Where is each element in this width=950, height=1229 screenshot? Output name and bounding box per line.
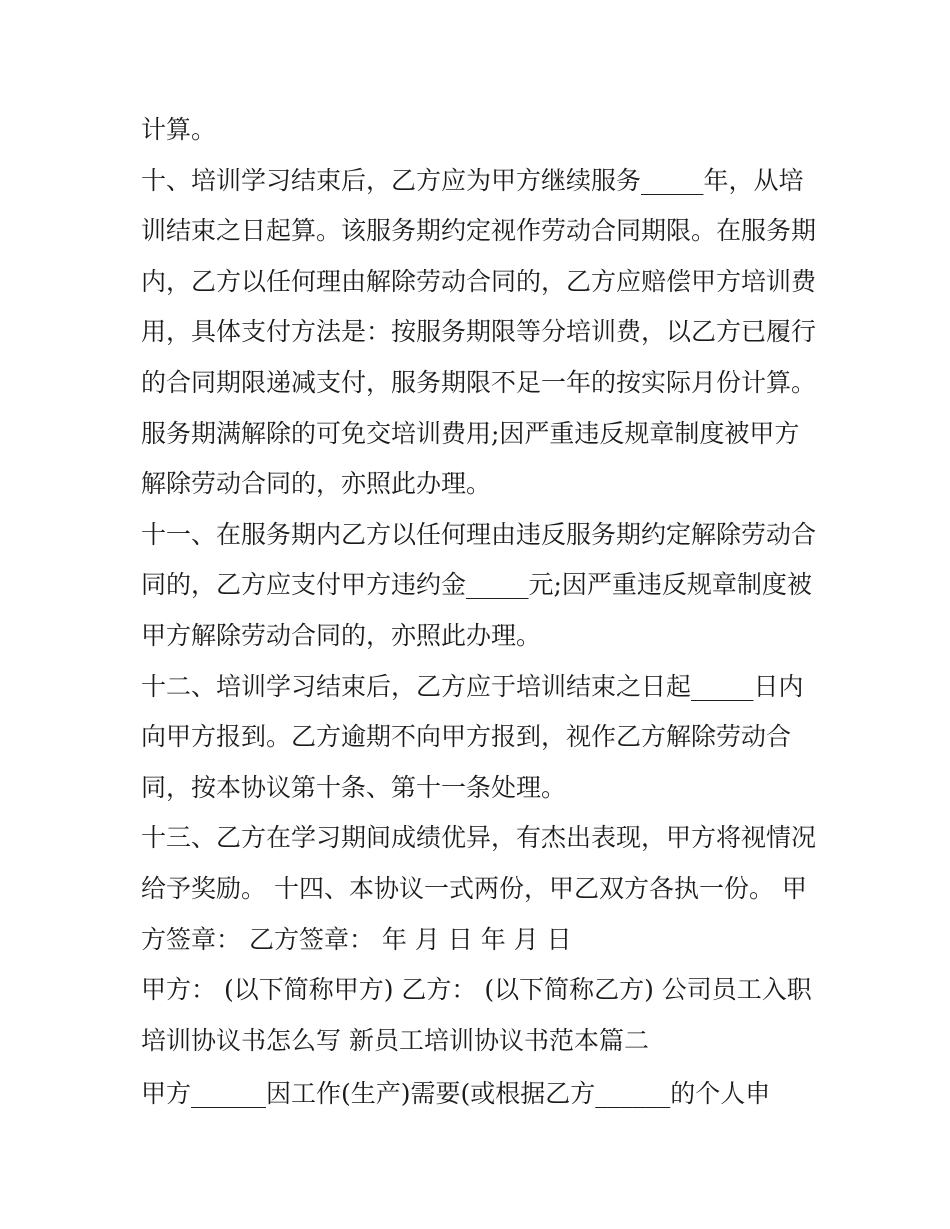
text-line: 十一、在服务期内乙方以任何理由违反服务期约定解除劳动合	[141, 520, 817, 549]
text-line: 向甲方报到。乙方逾期不向甲方报到，视作乙方解除劳动合	[141, 722, 792, 751]
text-line: 用，具体支付方法是：按服务期限等分培训费，以乙方已履行	[141, 317, 817, 346]
text-line: 甲方______因工作(生产)需要(或根据乙方______的个人申	[141, 1079, 771, 1108]
text-line: 十、培训学习结束后，乙方应为甲方继续服务_____年，从培	[141, 166, 804, 195]
text-line: 给予奖励。 十四、本协议一式两份，甲乙双方各执一份。 甲	[141, 874, 807, 903]
text-line: 同，按本协议第十条、第十一条处理。	[141, 773, 567, 802]
text-line: 方签章： 乙方签章： 年 月 日 年 月 日	[141, 925, 572, 954]
text-line: 解除劳动合同的，亦照此办理。	[141, 469, 492, 498]
text-line: 训结束之日起算。该服务期约定视作劳动合同期限。在服务期	[141, 216, 817, 245]
text-line: 的合同期限递减支付，服务期限不足一年的按实际月份计算。	[141, 368, 817, 397]
text-line: 甲方解除劳动合同的，亦照此办理。	[141, 621, 542, 650]
text-line: 甲方： (以下简称甲方) 乙方： (以下简称乙方) 公司员工入职	[141, 975, 812, 1004]
text-line: 十二、培训学习结束后，乙方应于培训结束之日起_____日内	[141, 672, 804, 701]
text-line: 服务期满解除的可免交培训费用;因严重违反规章制度被甲方	[141, 419, 800, 448]
text-line: 计算。	[141, 115, 217, 144]
text-line: 内，乙方以任何理由解除劳动合同的，乙方应赔偿甲方培训费	[141, 267, 817, 296]
text-line: 培训协议书怎么写 新员工培训协议书范本篇二	[141, 1026, 649, 1055]
text-line: 十三、乙方在学习期间成绩优异，有杰出表现，甲方将视情况	[141, 823, 817, 852]
text-line: 同的，乙方应支付甲方违约金_____元;因严重违反规章制度被	[141, 570, 812, 599]
